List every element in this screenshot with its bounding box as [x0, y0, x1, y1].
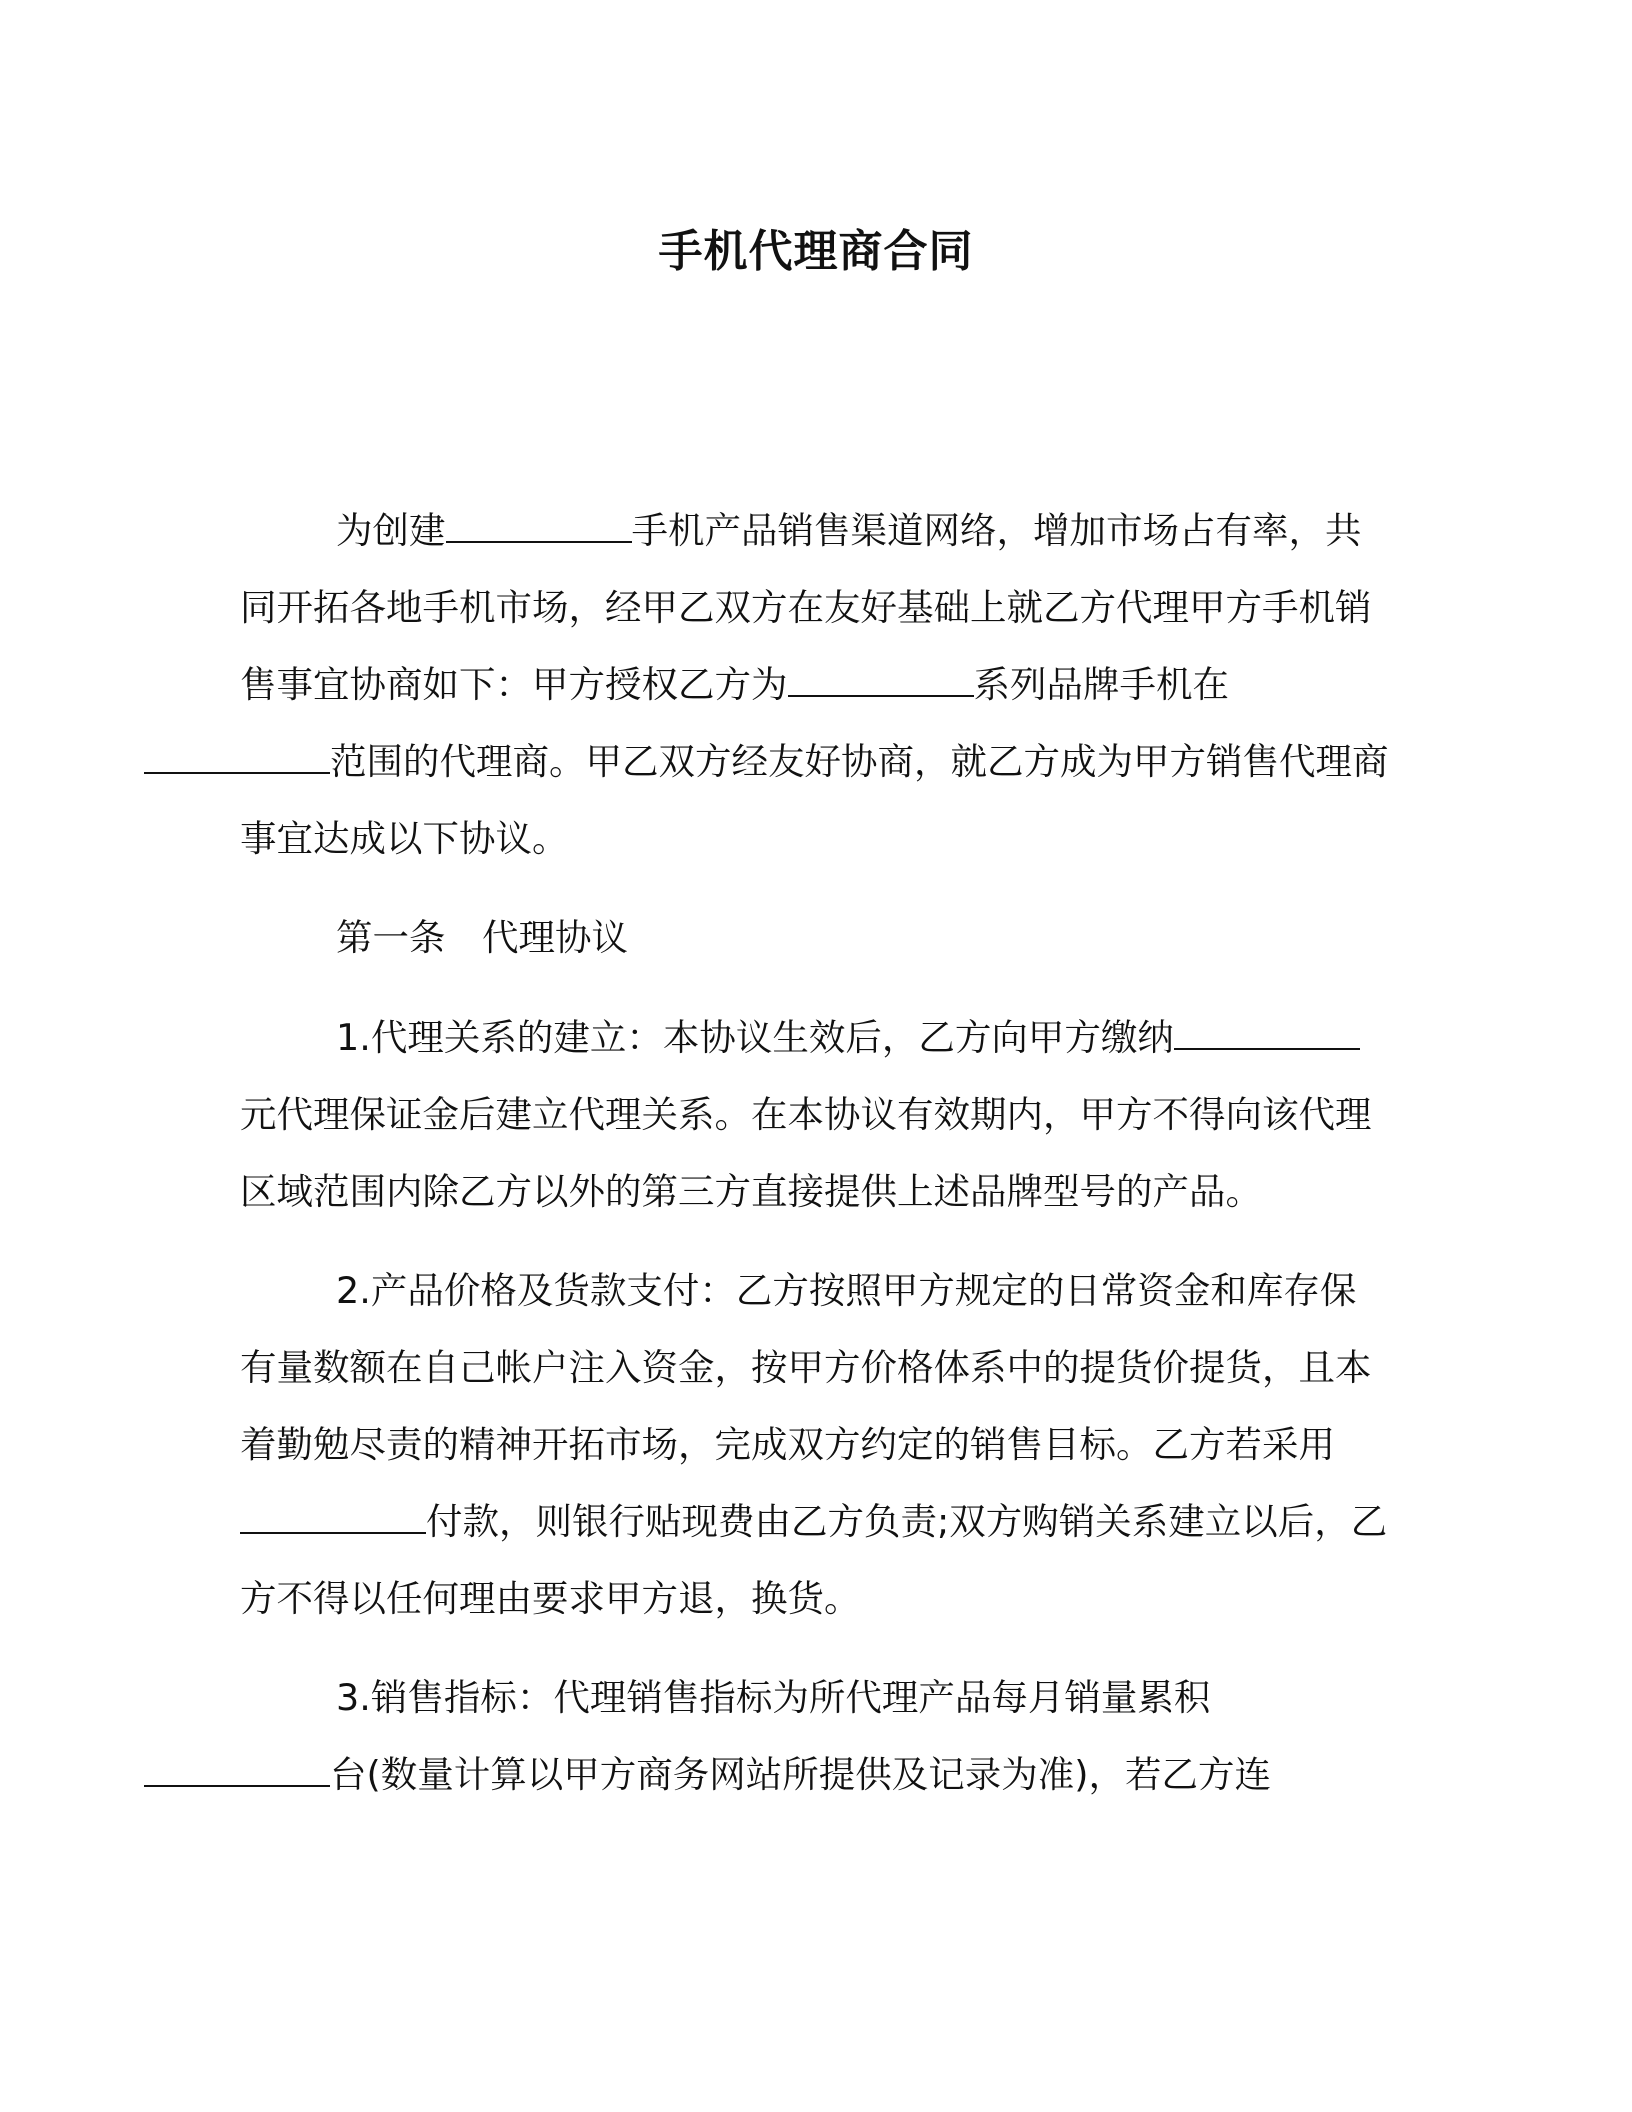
item-2-text-2: 付款，则银行贴现费由乙方负责;双方购销关系建立以后，乙方不得以任何理由要求甲方退，换货。 [240, 1500, 1388, 1620]
item-1-text-2: 元代理保证金后建立代理关系。在本协议有效期内，甲方不得向该代理区域范围内除乙方以外的第三方直接提供上述品牌型号的产品。 [240, 1093, 1372, 1213]
fill-blank [446, 513, 632, 543]
fill-blank [144, 1757, 330, 1787]
item-3-paragraph [240, 1659, 1392, 1813]
item-3-text-2: 台(数量计算以甲方商务网站所提供及记录为准)，若乙方连 [330, 1753, 1271, 1796]
intro-text-3: 系列品牌手机在 [973, 663, 1229, 706]
item-1-paragraph [240, 999, 1392, 1230]
document-title: 手机代理商合同 [658, 226, 974, 277]
item-3-text-1: 3.销售指标：代理销售指标为所代理产品每月销量累积 [336, 1676, 1211, 1719]
section-heading: 第一条 代理协议 [336, 916, 628, 959]
fill-blank [144, 744, 330, 774]
intro-text-4: 范围的代理商。甲乙双方经友好协商，就乙方成为甲方销售代理商事宜达成以下协议。 [240, 740, 1389, 860]
item-2-text-1: 2.产品价格及货款支付：乙方按照甲方规定的日常资金和库存保有量数额在自己帐户注入资金，按甲方价格体系中的提货价提货，且本着勤勉尽责的精神开拓市场，完成双方约定的销售目标。乙方若采用 [240, 1269, 1372, 1466]
intro-text-2: 手机产品销售渠道网络，增加市场占有率，共同开拓各地手机市场，经甲乙双方在友好基础上就乙方代理甲方手机销售事宜协商如下：甲方授权乙方为 [240, 509, 1372, 706]
intro-text-1: 为创建 [336, 509, 446, 552]
fill-blank [788, 667, 974, 697]
intro-paragraph [240, 492, 1392, 877]
fill-blank [1174, 1020, 1360, 1050]
item-1-text-1: 1.代理关系的建立：本协议生效后，乙方向甲方缴纳 [336, 1016, 1174, 1059]
item-2-paragraph [240, 1252, 1392, 1637]
document-body [240, 492, 1392, 1813]
fill-blank [240, 1504, 426, 1534]
